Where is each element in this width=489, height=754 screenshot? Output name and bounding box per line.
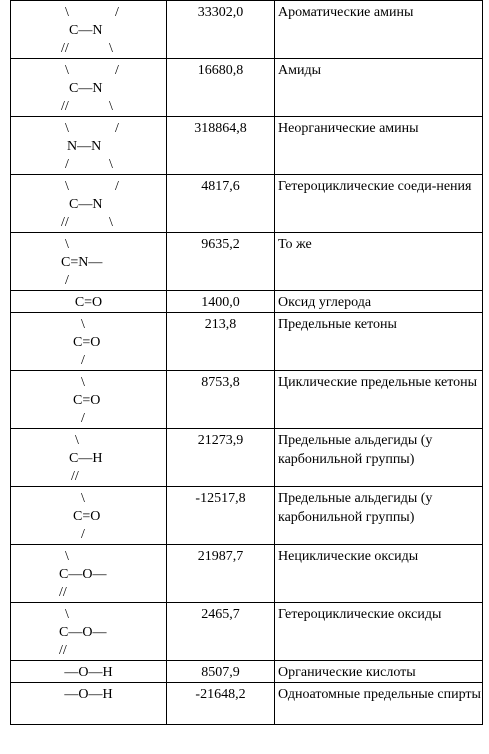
formula-core: C=N— <box>61 255 103 270</box>
formula-cell <box>11 313 167 371</box>
energy-value: 16680,8 <box>167 59 275 117</box>
formula-bond: \ <box>81 317 85 332</box>
formula-core: C—O— <box>59 625 107 640</box>
table-row <box>11 545 483 603</box>
formula-bond: / <box>65 273 69 288</box>
energy-value: 318864,8 <box>167 117 275 175</box>
formula-cell <box>11 233 167 291</box>
formula-cell <box>11 429 167 487</box>
class-name: То же <box>275 233 483 291</box>
formula-cell <box>11 175 167 233</box>
formula-bond: / <box>81 353 85 368</box>
formula-bond: \ <box>65 121 69 136</box>
formula-bond: \ <box>65 179 69 194</box>
formula-core: C—N <box>69 197 103 212</box>
formula-bond: \ <box>75 433 79 448</box>
class-name: Предельные кетоны <box>275 313 483 371</box>
formula-bond: // <box>61 215 69 230</box>
formula-core: C=O <box>74 295 103 310</box>
formula-bond: \ <box>109 215 113 230</box>
class-name: Органические кислоты <box>275 661 483 683</box>
formula-core: C=O <box>73 335 101 350</box>
formula-core: C—N <box>69 23 103 38</box>
formula-bond: \ <box>81 491 85 506</box>
table-row <box>11 603 483 661</box>
energy-value: 21273,9 <box>167 429 275 487</box>
table-row <box>11 429 483 487</box>
formula-bond: // <box>61 99 69 114</box>
formula-cell <box>11 545 167 603</box>
formula-bond: \ <box>81 375 85 390</box>
table-row <box>11 371 483 429</box>
table-row <box>11 175 483 233</box>
energy-value: 1400,0 <box>167 291 275 313</box>
formula-bond: \ <box>65 63 69 78</box>
formula-core: C—H <box>69 451 103 466</box>
formula-cell <box>11 683 167 725</box>
formula-cell <box>11 661 167 683</box>
formula-cell <box>11 1 167 59</box>
formula-bond: / <box>115 179 119 194</box>
formula-core: C—N <box>69 81 103 96</box>
formula-cell <box>11 371 167 429</box>
energy-value: 8507,9 <box>167 661 275 683</box>
data-table <box>10 0 483 725</box>
formula-core: —O—H <box>64 665 113 680</box>
class-name: Циклические предельные кетоны <box>275 371 483 429</box>
formula-cell <box>11 603 167 661</box>
energy-value: 4817,6 <box>167 175 275 233</box>
class-name: Ароматические амины <box>275 1 483 59</box>
table-row <box>11 313 483 371</box>
energy-value: 33302,0 <box>167 1 275 59</box>
class-name: Амиды <box>275 59 483 117</box>
energy-value: 9635,2 <box>167 233 275 291</box>
formula-core: C—O— <box>59 567 107 582</box>
formula-bond: \ <box>109 41 113 56</box>
formula-bond: \ <box>65 237 69 252</box>
table-row <box>11 59 483 117</box>
formula-bond: / <box>115 5 119 20</box>
class-name: Предельные альдегиды (у карбонильной группы) <box>275 487 483 545</box>
table-row <box>11 1 483 59</box>
formula-bond: // <box>59 643 67 658</box>
formula-bond: // <box>59 585 67 600</box>
formula-core: N—N <box>67 139 102 154</box>
energy-value: 2465,7 <box>167 603 275 661</box>
formula-bond: \ <box>65 549 69 564</box>
energy-value: -21648,2 <box>167 683 275 725</box>
formula-cell <box>11 59 167 117</box>
energy-value: -12517,8 <box>167 487 275 545</box>
class-name: Гетероциклические оксиды <box>275 603 483 661</box>
formula-cell <box>11 487 167 545</box>
formula-bond: \ <box>109 157 113 172</box>
class-name: Нециклические оксиды <box>275 545 483 603</box>
energy-value: 21987,7 <box>167 545 275 603</box>
formula-bond: / <box>115 121 119 136</box>
formula-bond: / <box>81 527 85 542</box>
formula-core: —O—H <box>64 687 113 702</box>
formula-bond: \ <box>109 99 113 114</box>
class-name: Одноатомные предельные спирты <box>275 683 483 725</box>
class-name: Гетероциклические соеди-нения <box>275 175 483 233</box>
table-row <box>11 661 483 683</box>
table-row <box>11 683 483 725</box>
table-row <box>11 291 483 313</box>
formula-bond: \ <box>65 5 69 20</box>
energy-value: 213,8 <box>167 313 275 371</box>
table-row <box>11 117 483 175</box>
formula-bond: / <box>65 157 69 172</box>
formula-core: C=O <box>73 509 101 524</box>
formula-bond: / <box>115 63 119 78</box>
table-row <box>11 487 483 545</box>
formula-bond: // <box>71 469 79 484</box>
table-row <box>11 233 483 291</box>
class-name: Предельные альдегиды (у карбонильной группы) <box>275 429 483 487</box>
formula-bond: // <box>61 41 69 56</box>
formula-bond: \ <box>65 607 69 622</box>
formula-cell <box>11 291 167 313</box>
class-name: Неорганические амины <box>275 117 483 175</box>
formula-bond: / <box>81 411 85 426</box>
energy-value: 8753,8 <box>167 371 275 429</box>
formula-core: C=O <box>73 393 101 408</box>
class-name: Оксид углерода <box>275 291 483 313</box>
formula-cell <box>11 117 167 175</box>
